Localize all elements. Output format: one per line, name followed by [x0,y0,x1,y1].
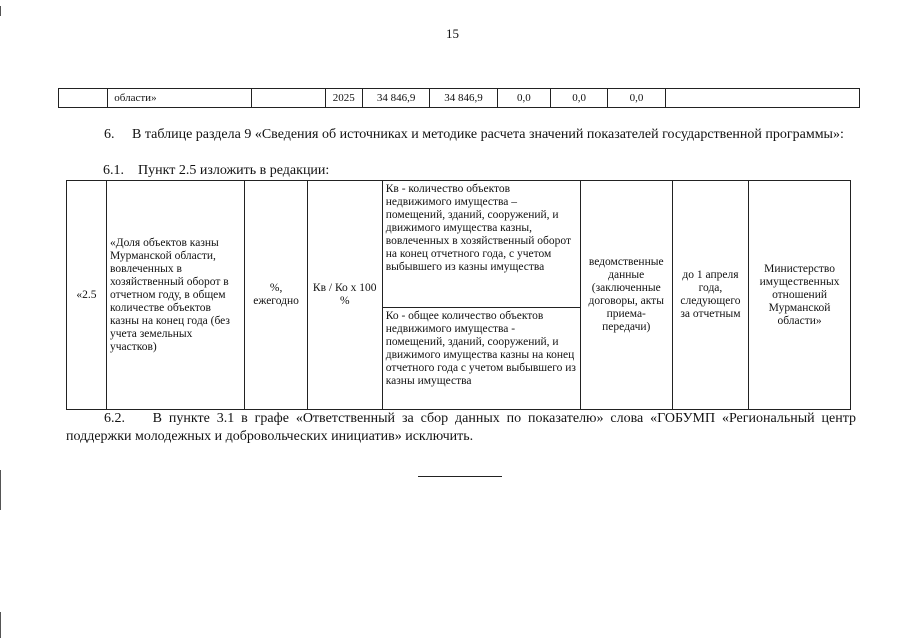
scan-edge-mark [0,6,1,16]
data-source: ведомственные данные (заключенные договоры, акты приема-передачи) [580,181,672,410]
table-cell: области» [108,89,252,108]
indicator-name: «Доля объектов казны Мурманской области, вовлеченных в хозяйственный оборот в отчетном году, в общем количестве объектов казны на конец года (без учета земельных участков) [106,181,245,410]
responsible-body: Министерство имущественных отношений Мурманской области» [749,181,851,410]
scan-edge-mark [0,470,1,510]
indicator-table [66,180,851,410]
paragraph-6-1: 6.1. Пункт 2.5 изложить в редакции: [103,163,330,178]
table-cell: 34 846,9 [362,89,429,108]
reporting-deadline: до 1 апреля года, следующего за отчетным [672,181,748,410]
paragraph-6: 6. В таблице раздела 9 «Сведения об источниках и методике расчета значений показателей государственной программы»: [104,127,844,142]
definition-kv: Кв - количество объектов недвижимого имущества – помещений, зданий, сооружений, и движимого имущества казны, вовлеченных в хозяйственный оборот на конец отчетного года, с учетом выбывшего из казны имущества [382,181,580,308]
indicator-code: «2.5 [67,181,107,410]
table-cell: 34 846,9 [430,89,497,108]
scan-edge-mark [0,612,1,638]
separator-line [418,476,502,477]
table-cell: 0,0 [608,89,665,108]
table-cell [59,89,108,108]
paragraph-6-2: 6.2. В пункте 3.1 в графе «Ответственный за сбор данных по показателю» слова «ГОБУМП «Региональный центр поддержки молодежных и добровольческих инициатив» исключить. [66,411,856,444]
table-row [59,89,860,108]
indicator-formula: Кв / Ко х 100 % [307,181,382,410]
table-cell [252,89,325,108]
continuation-table [58,88,860,108]
table-cell: 0,0 [551,89,608,108]
table-cell [665,89,859,108]
indicator-unit: %, ежегодно [245,181,307,410]
page-number: 15 [446,26,459,41]
table-cell: 0,0 [497,89,550,108]
table-row [67,181,851,308]
table-cell: 2025 [325,89,362,108]
definition-ko: Ко - общее количество объектов недвижимого имущества - помещений, зданий, сооружений, и движимого имущества казны на конец отчетного года с учетом выбывшего из казны имущества [382,308,580,410]
